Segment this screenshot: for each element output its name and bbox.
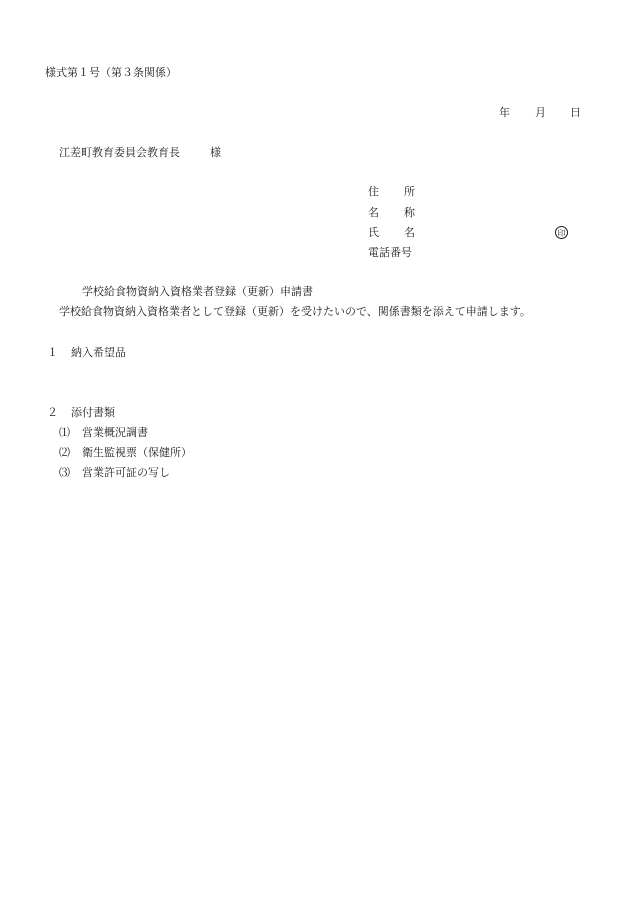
date-day: 日 xyxy=(570,106,581,119)
form-number: 様式第１号（第３条関係） xyxy=(45,66,177,79)
address-label-char-2: 所 xyxy=(404,185,415,198)
seal-icon: 印 xyxy=(555,226,568,239)
section-number: ２ xyxy=(47,406,58,419)
date-year: 年 xyxy=(499,106,510,119)
addressee-honorific: 様 xyxy=(210,146,221,159)
attachment-marker: ⑵ xyxy=(59,446,70,459)
address-label-char-1: 住 xyxy=(368,185,379,198)
attachment-item: 営業許可証の写し xyxy=(82,466,170,479)
addressee: 江差町教育委員会教育長 xyxy=(59,146,180,159)
document-title: 学校給食物資納入資格業者登録（更新）申請書 xyxy=(82,285,313,298)
body-text: 学校給食物資納入資格業者として登録（更新）を受けたいので、関係書類を添えて申請します。 xyxy=(59,305,531,318)
section-heading: 添付書類 xyxy=(71,406,115,419)
company-name-label-char-2: 称 xyxy=(404,206,415,219)
attachment-marker: ⑴ xyxy=(59,426,70,439)
date-month: 月 xyxy=(535,106,546,119)
company-name-label-char-1: 名 xyxy=(368,206,379,219)
attachment-marker: ⑶ xyxy=(59,466,70,479)
attachment-item: 営業概況調書 xyxy=(82,426,148,439)
section-heading: 納入希望品 xyxy=(71,346,126,359)
phone-label: 電話番号 xyxy=(368,246,412,259)
attachment-item: 衛生監視票（保健所） xyxy=(82,446,192,459)
section-number: １ xyxy=(47,346,58,359)
person-name-label-char-1: 氏 xyxy=(368,226,379,239)
person-name-label-char-2: 名 xyxy=(404,226,415,239)
